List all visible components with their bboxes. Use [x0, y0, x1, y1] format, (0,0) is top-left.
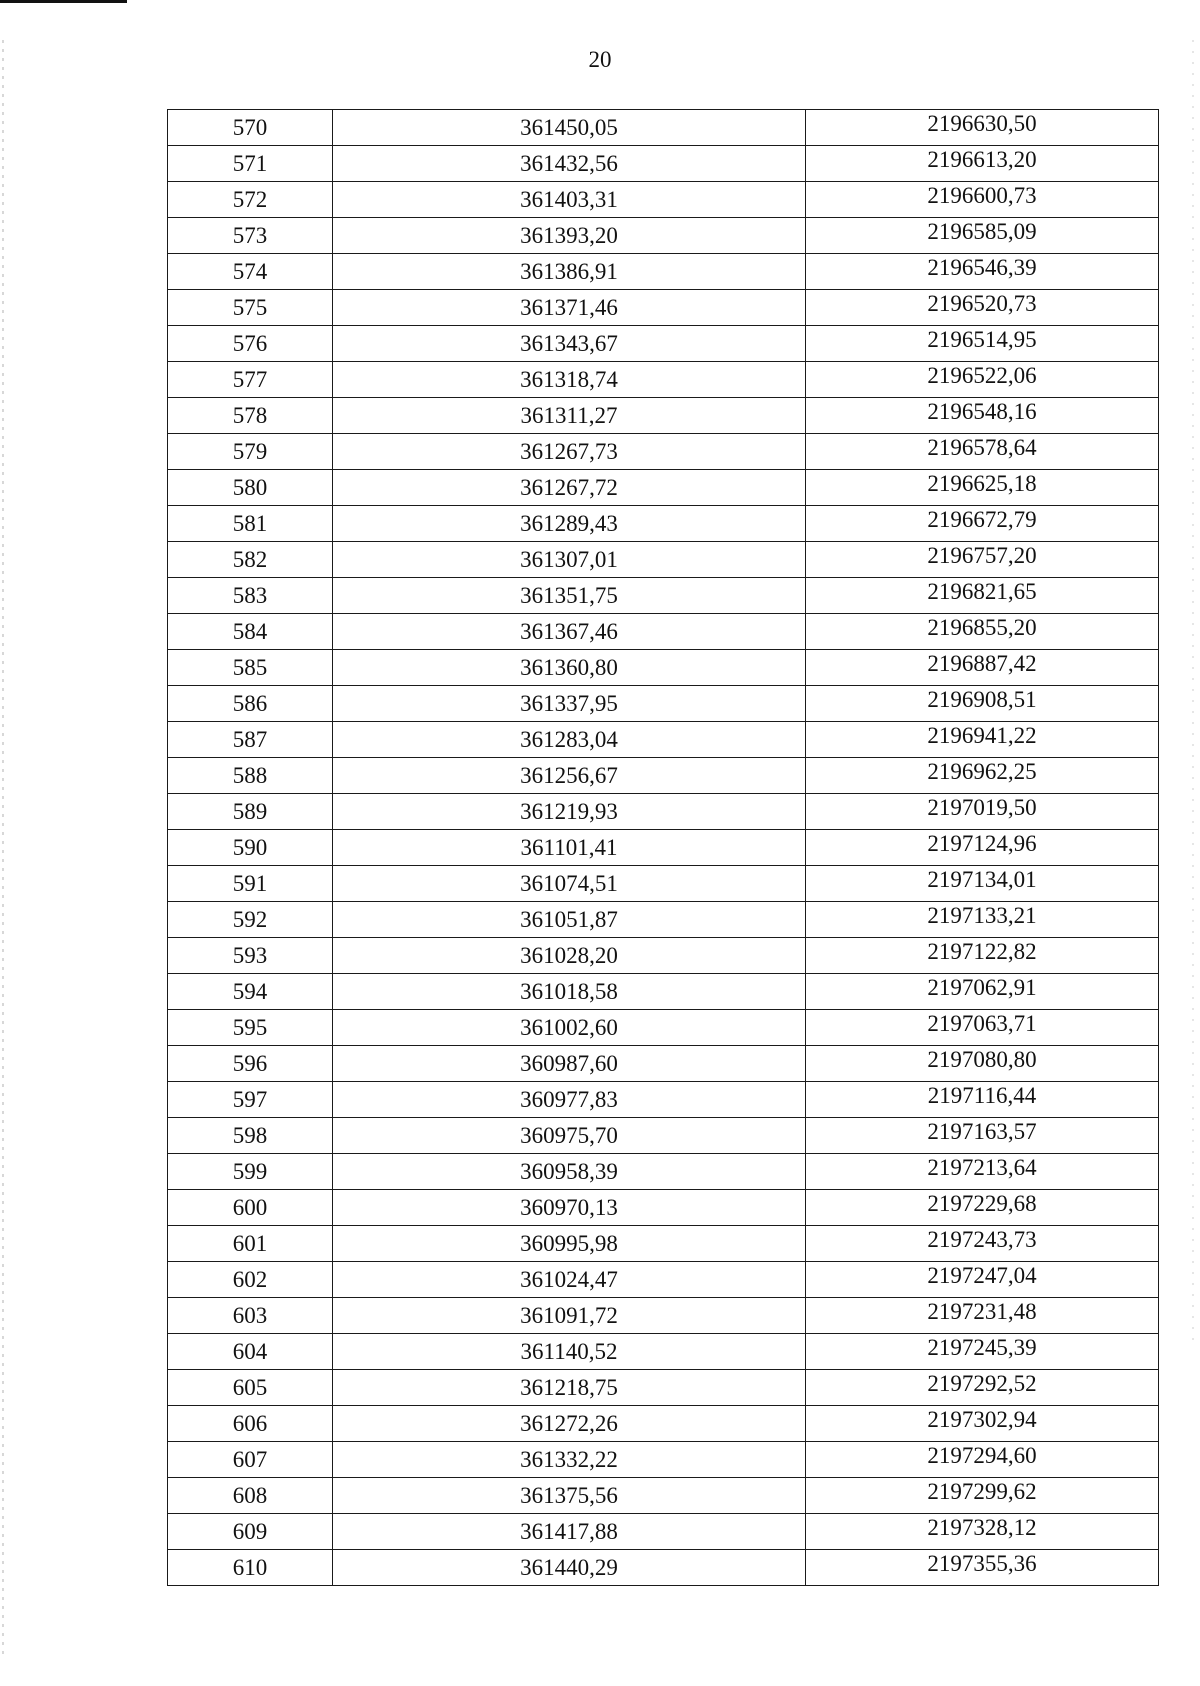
cell-text: 606 [232, 1410, 268, 1436]
x-coordinate-cell [333, 290, 806, 326]
y-coordinate-cell [806, 434, 1159, 470]
y-coordinate-cell [806, 1190, 1159, 1226]
cell-text: 2197245,39 [927, 1334, 1037, 1360]
cell-text: 587 [232, 726, 268, 752]
point-number-cell [168, 254, 333, 290]
cell-text: 361002,60 [520, 1014, 618, 1040]
x-coordinate-cell [333, 794, 806, 830]
point-number-cell [168, 1118, 333, 1154]
cell-text: 2196548,16 [927, 398, 1037, 424]
table-row [168, 1190, 1159, 1226]
point-number-cell [168, 1298, 333, 1334]
cell-text: 361018,58 [520, 978, 618, 1004]
cell-text: 360987,60 [520, 1050, 618, 1076]
point-number-cell [168, 362, 333, 398]
cell-text: 592 [232, 906, 268, 932]
point-number-cell [168, 542, 333, 578]
x-coordinate-cell [333, 146, 806, 182]
cell-text: 361332,22 [520, 1446, 618, 1472]
x-coordinate-cell [333, 362, 806, 398]
cell-text: 583 [232, 582, 268, 608]
cell-text: 361343,67 [520, 330, 618, 356]
corner-rule [0, 0, 127, 3]
x-coordinate-cell [333, 938, 806, 974]
point-number-cell [168, 218, 333, 254]
y-coordinate-cell [806, 362, 1159, 398]
cell-text: 2196630,50 [927, 110, 1037, 136]
table-row [168, 1262, 1159, 1298]
x-coordinate-cell [333, 902, 806, 938]
cell-text: 361403,31 [520, 186, 618, 212]
cell-text: 575 [232, 294, 268, 320]
y-coordinate-cell [806, 542, 1159, 578]
cell-text: 361283,04 [520, 726, 618, 752]
point-number-cell [168, 434, 333, 470]
y-coordinate-cell [806, 218, 1159, 254]
cell-text: 2196578,64 [927, 434, 1037, 460]
x-coordinate-cell [333, 182, 806, 218]
cell-text: 361393,20 [520, 222, 618, 248]
cell-text: 2196672,79 [927, 506, 1037, 532]
cell-text: 580 [232, 474, 268, 500]
y-coordinate-cell [806, 1370, 1159, 1406]
y-coordinate-cell [806, 254, 1159, 290]
table-row [168, 470, 1159, 506]
y-coordinate-cell [806, 686, 1159, 722]
cell-text: 570 [232, 114, 268, 140]
x-coordinate-cell [333, 1442, 806, 1478]
cell-text: 361267,72 [520, 474, 618, 500]
cell-text: 2196757,20 [927, 542, 1037, 568]
point-number-cell [168, 1010, 333, 1046]
cell-text: 2196613,20 [927, 146, 1037, 172]
cell-text: 361140,52 [520, 1338, 618, 1364]
y-coordinate-cell [806, 182, 1159, 218]
cell-text: 2197213,64 [927, 1154, 1037, 1180]
point-number-cell [168, 1082, 333, 1118]
x-coordinate-cell [333, 722, 806, 758]
cell-text: 603 [232, 1302, 268, 1328]
table-row [168, 542, 1159, 578]
cell-text: 361272,26 [520, 1410, 618, 1436]
cell-text: 589 [232, 798, 268, 824]
cell-text: 2197294,60 [927, 1442, 1037, 1468]
cell-text: 2197231,48 [927, 1298, 1037, 1324]
table-row [168, 1154, 1159, 1190]
cell-text: 593 [232, 942, 268, 968]
table-row [168, 362, 1159, 398]
x-coordinate-cell [333, 1118, 806, 1154]
cell-text: 361051,87 [520, 906, 618, 932]
table-row [168, 686, 1159, 722]
point-number-cell [168, 794, 333, 830]
point-number-cell [168, 1406, 333, 1442]
y-coordinate-cell [806, 1082, 1159, 1118]
point-number-cell [168, 902, 333, 938]
point-number-cell [168, 1334, 333, 1370]
cell-text: 590 [232, 834, 268, 860]
cell-text: 2196821,65 [927, 578, 1037, 604]
cell-text: 2196522,06 [927, 362, 1037, 388]
y-coordinate-cell [806, 470, 1159, 506]
x-coordinate-cell [333, 1010, 806, 1046]
cell-text: 2196962,25 [927, 758, 1037, 784]
y-coordinate-cell [806, 902, 1159, 938]
cell-text: 361256,67 [520, 762, 618, 788]
cell-text: 2197080,80 [927, 1046, 1037, 1072]
cell-text: 361074,51 [520, 870, 618, 896]
x-coordinate-cell [333, 1046, 806, 1082]
point-number-cell [168, 290, 333, 326]
cell-text: 574 [232, 258, 268, 284]
cell-text: 2197063,71 [927, 1010, 1037, 1036]
cell-text: 360995,98 [520, 1230, 618, 1256]
x-coordinate-cell [333, 1550, 806, 1586]
point-number-cell [168, 1226, 333, 1262]
x-coordinate-cell [333, 398, 806, 434]
cell-text: 2197355,36 [927, 1550, 1037, 1576]
cell-text: 577 [232, 366, 268, 392]
table-row [168, 974, 1159, 1010]
table-row [168, 578, 1159, 614]
point-number-cell [168, 398, 333, 434]
point-number-cell [168, 758, 333, 794]
y-coordinate-cell [806, 1226, 1159, 1262]
y-coordinate-cell [806, 398, 1159, 434]
cell-text: 576 [232, 330, 268, 356]
cell-text: 361440,29 [520, 1554, 618, 1580]
y-coordinate-cell [806, 794, 1159, 830]
cell-text: 608 [232, 1482, 268, 1508]
cell-text: 2197299,62 [927, 1478, 1037, 1504]
x-coordinate-cell [333, 866, 806, 902]
cell-text: 361318,74 [520, 366, 618, 392]
y-coordinate-cell [806, 614, 1159, 650]
table-row [168, 614, 1159, 650]
cell-text: 361091,72 [520, 1302, 618, 1328]
cell-text: 361371,46 [520, 294, 618, 320]
point-number-cell [168, 470, 333, 506]
point-number-cell [168, 974, 333, 1010]
point-number-cell [168, 578, 333, 614]
x-coordinate-cell [333, 434, 806, 470]
x-coordinate-cell [333, 1262, 806, 1298]
cell-text: 584 [232, 618, 268, 644]
table-row [168, 1550, 1159, 1586]
y-coordinate-cell [806, 146, 1159, 182]
table-row [168, 902, 1159, 938]
y-coordinate-cell [806, 974, 1159, 1010]
point-number-cell [168, 1154, 333, 1190]
x-coordinate-cell [333, 218, 806, 254]
x-coordinate-cell [333, 254, 806, 290]
cell-text: 579 [232, 438, 268, 464]
cell-text: 2197062,91 [927, 974, 1037, 1000]
y-coordinate-cell [806, 1514, 1159, 1550]
point-number-cell [168, 686, 333, 722]
cell-text: 360970,13 [520, 1194, 618, 1220]
point-number-cell [168, 830, 333, 866]
page-number: 20 [588, 47, 612, 72]
x-coordinate-cell [333, 1154, 806, 1190]
x-coordinate-cell [333, 470, 806, 506]
point-number-cell [168, 1370, 333, 1406]
cell-text: 604 [232, 1338, 268, 1364]
cell-text: 594 [232, 978, 268, 1004]
cell-text: 2197292,52 [927, 1370, 1037, 1396]
cell-text: 582 [232, 546, 268, 572]
cell-text: 361311,27 [520, 402, 618, 428]
cell-text: 2196600,73 [927, 182, 1037, 208]
coordinates-table-body [168, 110, 1159, 1586]
cell-text: 572 [232, 186, 268, 212]
point-number-cell [168, 1478, 333, 1514]
table-row [168, 1370, 1159, 1406]
cell-text: 361375,56 [520, 1482, 618, 1508]
cell-text: 598 [232, 1122, 268, 1148]
y-coordinate-cell [806, 938, 1159, 974]
y-coordinate-cell [806, 578, 1159, 614]
x-coordinate-cell [333, 758, 806, 794]
table-row [168, 794, 1159, 830]
y-coordinate-cell [806, 1550, 1159, 1586]
cell-text: 591 [232, 870, 268, 896]
table-row [168, 1226, 1159, 1262]
cell-text: 361386,91 [520, 258, 618, 284]
point-number-cell [168, 326, 333, 362]
point-number-cell [168, 1190, 333, 1226]
cell-text: 361417,88 [520, 1518, 618, 1544]
table-row [168, 1334, 1159, 1370]
cell-text: 596 [232, 1050, 268, 1076]
x-coordinate-cell [333, 506, 806, 542]
x-coordinate-cell [333, 542, 806, 578]
cell-text: 2196887,42 [927, 650, 1037, 676]
cell-text: 2197247,04 [927, 1262, 1037, 1288]
table-row [168, 434, 1159, 470]
cell-text: 361267,73 [520, 438, 618, 464]
y-coordinate-cell [806, 1478, 1159, 1514]
cell-text: 573 [232, 222, 268, 248]
y-coordinate-cell [806, 1046, 1159, 1082]
cell-text: 588 [232, 762, 268, 788]
cell-text: 361360,80 [520, 654, 618, 680]
x-coordinate-cell [333, 326, 806, 362]
table-row [168, 1082, 1159, 1118]
cell-text: 610 [232, 1554, 268, 1580]
cell-text: 585 [232, 654, 268, 680]
x-coordinate-cell [333, 1298, 806, 1334]
cell-text: 361024,47 [520, 1266, 618, 1292]
x-coordinate-cell [333, 1190, 806, 1226]
y-coordinate-cell [806, 758, 1159, 794]
cell-text: 361351,75 [520, 582, 618, 608]
table-row [168, 830, 1159, 866]
cell-text: 360977,83 [520, 1086, 618, 1112]
point-number-cell [168, 146, 333, 182]
table-row [168, 146, 1159, 182]
cell-text: 2197163,57 [927, 1118, 1037, 1144]
table-row [168, 1406, 1159, 1442]
cell-text: 581 [232, 510, 268, 536]
cell-text: 2197124,96 [927, 830, 1037, 856]
table-row [168, 506, 1159, 542]
table-row [168, 650, 1159, 686]
cell-text: 2196625,18 [927, 470, 1037, 496]
cell-text: 2197328,12 [927, 1514, 1037, 1540]
x-coordinate-cell [333, 578, 806, 614]
point-number-cell [168, 722, 333, 758]
table-row [168, 290, 1159, 326]
scan-edge-left [2, 40, 4, 1660]
y-coordinate-cell [806, 326, 1159, 362]
table-row [168, 1442, 1159, 1478]
cell-text: 2196520,73 [927, 290, 1037, 316]
cell-text: 2196908,51 [927, 686, 1037, 712]
cell-text: 586 [232, 690, 268, 716]
table-row [168, 1010, 1159, 1046]
y-coordinate-cell [806, 1334, 1159, 1370]
point-number-cell [168, 866, 333, 902]
table-row [168, 1046, 1159, 1082]
table-row [168, 866, 1159, 902]
table-row [168, 1298, 1159, 1334]
table-row [168, 110, 1159, 146]
cell-text: 361101,41 [520, 834, 618, 860]
cell-text: 2196941,22 [927, 722, 1037, 748]
point-number-cell [168, 650, 333, 686]
y-coordinate-cell [806, 506, 1159, 542]
cell-text: 2197134,01 [927, 866, 1037, 892]
cell-text: 601 [232, 1230, 268, 1256]
cell-text: 2196546,39 [927, 254, 1037, 280]
cell-text: 361218,75 [520, 1374, 618, 1400]
cell-text: 361289,43 [520, 510, 618, 536]
x-coordinate-cell [333, 974, 806, 1010]
cell-text: 361337,95 [520, 690, 618, 716]
cell-text: 2197122,82 [927, 938, 1037, 964]
cell-text: 609 [232, 1518, 268, 1544]
cell-text: 361307,01 [520, 546, 618, 572]
cell-text: 599 [232, 1158, 268, 1184]
cell-text: 602 [232, 1266, 268, 1292]
point-number-cell [168, 614, 333, 650]
cell-text: 361450,05 [520, 114, 618, 140]
cell-text: 2196855,20 [927, 614, 1037, 640]
x-coordinate-cell [333, 1226, 806, 1262]
cell-text: 600 [232, 1194, 268, 1220]
x-coordinate-cell [333, 1478, 806, 1514]
table-row [168, 1478, 1159, 1514]
cell-text: 578 [232, 402, 268, 428]
y-coordinate-cell [806, 1406, 1159, 1442]
cell-text: 2197229,68 [927, 1190, 1037, 1216]
y-coordinate-cell [806, 290, 1159, 326]
point-number-cell [168, 1550, 333, 1586]
x-coordinate-cell [333, 110, 806, 146]
cell-text: 605 [232, 1374, 268, 1400]
x-coordinate-cell [333, 1082, 806, 1118]
table-row [168, 398, 1159, 434]
y-coordinate-cell [806, 830, 1159, 866]
cell-text: 571 [232, 150, 268, 176]
y-coordinate-cell [806, 1298, 1159, 1334]
scan-edge-right [1192, 40, 1194, 1340]
table-row [168, 326, 1159, 362]
cell-text: 2196514,95 [927, 326, 1037, 352]
cell-text: 2197243,73 [927, 1226, 1037, 1252]
table-row [168, 938, 1159, 974]
x-coordinate-cell [333, 1514, 806, 1550]
y-coordinate-cell [806, 1154, 1159, 1190]
cell-text: 361219,93 [520, 798, 618, 824]
point-number-cell [168, 506, 333, 542]
x-coordinate-cell [333, 686, 806, 722]
y-coordinate-cell [806, 1010, 1159, 1046]
cell-text: 597 [232, 1086, 268, 1112]
y-coordinate-cell [806, 1262, 1159, 1298]
point-number-cell [168, 1514, 333, 1550]
y-coordinate-cell [806, 1442, 1159, 1478]
table-row [168, 254, 1159, 290]
cell-text: 360958,39 [520, 1158, 618, 1184]
x-coordinate-cell [333, 650, 806, 686]
cell-text: 607 [232, 1446, 268, 1472]
x-coordinate-cell [333, 1370, 806, 1406]
point-number-cell [168, 938, 333, 974]
y-coordinate-cell [806, 722, 1159, 758]
y-coordinate-cell [806, 1118, 1159, 1154]
point-number-cell [168, 1442, 333, 1478]
y-coordinate-cell [806, 650, 1159, 686]
table-row [168, 758, 1159, 794]
x-coordinate-cell [333, 1334, 806, 1370]
table-row [168, 218, 1159, 254]
cell-text: 595 [232, 1014, 268, 1040]
cell-text: 2197302,94 [927, 1406, 1037, 1432]
cell-text: 361367,46 [520, 618, 618, 644]
point-number-cell [168, 110, 333, 146]
table-row [168, 182, 1159, 218]
x-coordinate-cell [333, 830, 806, 866]
table-row [168, 1514, 1159, 1550]
cell-text: 361028,20 [520, 942, 618, 968]
cell-text: 2196585,09 [927, 218, 1037, 244]
coordinates-table [167, 109, 1159, 1586]
point-number-cell [168, 1046, 333, 1082]
cell-text: 2197019,50 [927, 794, 1037, 820]
cell-text: 361432,56 [520, 150, 618, 176]
x-coordinate-cell [333, 614, 806, 650]
cell-text: 2197133,21 [927, 902, 1037, 928]
cell-text: 2197116,44 [927, 1082, 1037, 1108]
y-coordinate-cell [806, 110, 1159, 146]
point-number-cell [168, 182, 333, 218]
cell-text: 360975,70 [520, 1122, 618, 1148]
x-coordinate-cell [333, 1406, 806, 1442]
table-row [168, 722, 1159, 758]
y-coordinate-cell [806, 866, 1159, 902]
table-row [168, 1118, 1159, 1154]
point-number-cell [168, 1262, 333, 1298]
